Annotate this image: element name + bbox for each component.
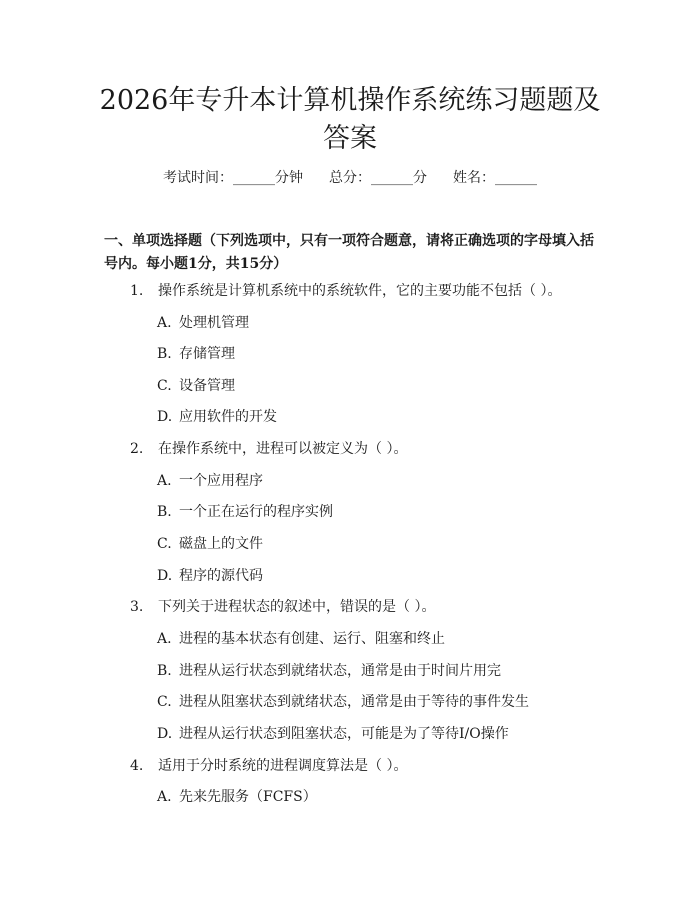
option-letter: D. — [157, 726, 173, 742]
option-text: 设备管理 — [179, 378, 235, 394]
exam-title: 2026年专升本计算机操作系统练习题题及答案 — [99, 85, 601, 154]
option-letter: C. — [157, 694, 172, 710]
question-item — [130, 281, 561, 301]
option-letter: A. — [157, 789, 172, 805]
option-text: 一个正在运行的程序实例 — [179, 504, 333, 520]
question-number: 2. — [130, 441, 144, 457]
option-item — [157, 724, 509, 744]
option-item — [157, 407, 277, 427]
option-text: 进程的基本状态有创建、运行、阻塞和终止 — [179, 631, 445, 647]
option-text: 处理机管理 — [179, 315, 249, 331]
option-letter: B. — [157, 663, 172, 679]
question-text: 在操作系统中，进程可以被定义为（ ）。 — [158, 441, 408, 457]
option-letter: A. — [157, 315, 172, 331]
option-item — [157, 787, 317, 807]
question-item — [130, 597, 435, 617]
exam-score: 总分：______分 — [329, 170, 427, 186]
option-item — [157, 344, 235, 364]
option-text: 应用软件的开发 — [179, 409, 277, 425]
option-item — [157, 502, 333, 522]
option-letter: B. — [157, 504, 172, 520]
question-text: 适用于分时系统的进程调度算法是（ ）。 — [158, 758, 408, 774]
option-item — [157, 566, 263, 586]
option-letter: C. — [157, 378, 172, 394]
option-text: 进程从运行状态到阻塞状态，可能是为了等待I/O操作 — [179, 726, 509, 742]
option-text: 进程从阻塞状态到就绪状态，通常是由于等待的事件发生 — [179, 694, 529, 710]
option-letter: D. — [157, 409, 173, 425]
option-item — [157, 313, 249, 333]
option-text: 磁盘上的文件 — [179, 536, 263, 552]
option-letter: A. — [157, 631, 172, 647]
option-text: 一个应用程序 — [179, 473, 263, 489]
option-item — [157, 471, 263, 491]
question-number: 1. — [130, 283, 144, 299]
option-text: 存储管理 — [179, 346, 235, 362]
question-number: 3. — [130, 599, 144, 615]
question-text: 操作系统是计算机系统中的系统软件，它的主要功能不包括（ ）。 — [158, 283, 562, 299]
question-number: 4. — [130, 758, 144, 774]
option-item — [157, 692, 529, 712]
option-text: 程序的源代码 — [179, 568, 263, 584]
option-letter: A. — [157, 473, 172, 489]
question-item — [130, 439, 407, 459]
exam-time: 考试时间：______分钟 — [163, 170, 303, 186]
exam-name: 姓名：______ — [453, 170, 537, 186]
section-heading: 一、单项选择题（下列选项中，只有一项符合题意，请将正确选项的字母填入括号内。每小题1分，共15分） — [104, 233, 594, 272]
option-text: 进程从运行状态到就绪状态，通常是由于时间片用完 — [179, 663, 501, 679]
exam-meta — [0, 168, 700, 188]
option-letter: B. — [157, 346, 172, 362]
option-text: 先来先服务（FCFS） — [179, 789, 317, 805]
option-item — [157, 629, 445, 649]
option-item — [157, 661, 501, 681]
option-letter: D. — [157, 568, 173, 584]
option-letter: C. — [157, 536, 172, 552]
question-text: 下列关于进程状态的叙述中，错误的是（ ）。 — [158, 599, 436, 615]
option-item — [157, 534, 263, 554]
option-item — [157, 376, 235, 396]
question-item — [130, 756, 407, 776]
